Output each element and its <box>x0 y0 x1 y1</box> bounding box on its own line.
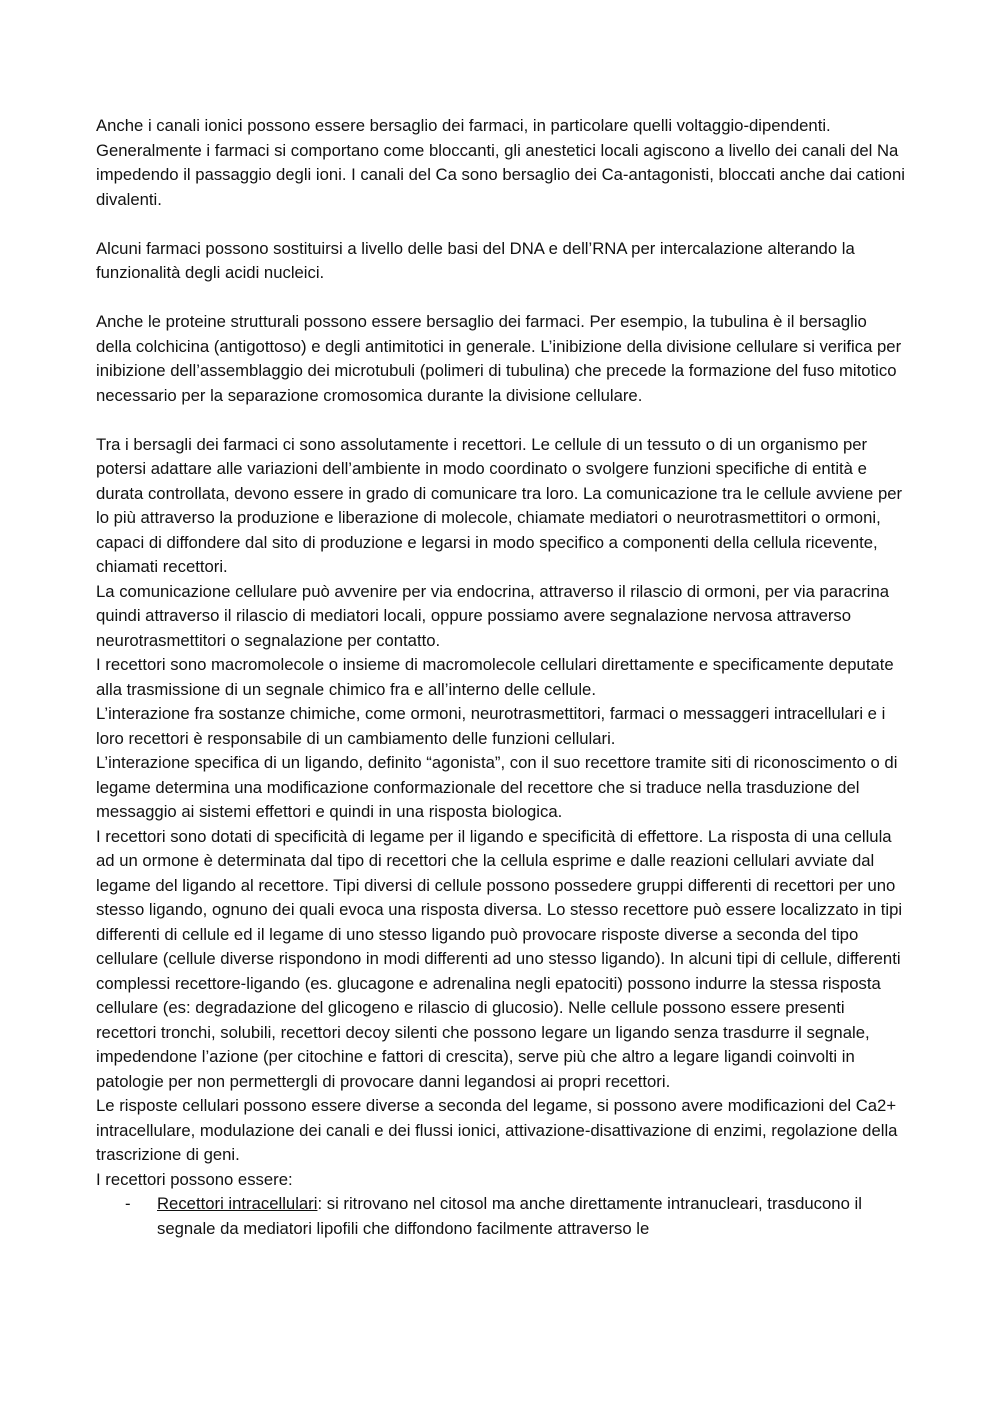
paragraph-agonist: L’interazione specifica di un ligando, definito “agonista”, con il suo recettore tramite siti di riconoscimento o di legame determina una modificazione conformazionale del recettore che si traduce nella trasduzione del messaggio ai sistemi effettori e quindi in una risposta biologica. <box>96 753 898 821</box>
list-item-text: : si ritrovano nel citosol ma anche direttamente intranucleari, trasducono il segnale da mediatori lipofili che diffondono facilmente attraverso le <box>157 1194 862 1238</box>
paragraph-cell-communication: La comunicazione cellulare può avvenire per via endocrina, attraverso il rilascio di ormoni, per via paracrina quindi attraverso il rilascio di mediatori locali, oppure possiamo avere segnalazione nervosa attraverso neurotrasmettitori o segnalazione per contatto. <box>96 581 890 650</box>
paragraph-interaction: L’interazione fra sostanze chimiche, come ormoni, neurotrasmettitori, farmaci o messaggeri intracellulari e i loro recettori è responsabile di un cambiamento delle funzioni cellulari. <box>96 704 886 748</box>
paragraph-receptor-types-intro: I recettori possono essere: <box>96 1169 293 1189</box>
list-item-term: Recettori intracellulari <box>157 1194 318 1213</box>
list-bullet: - <box>125 1194 131 1213</box>
paragraph-cellular-responses: Le risposte cellulari possono essere diverse a seconda del legame, si possono avere modificazioni del Ca2+ intracellulare, modulazione dei canali e dei flussi ionici, attivazione-disattivazione di enzimi, regolazione della trascrizione di geni. <box>96 1096 898 1164</box>
paragraph-spacer <box>96 286 906 311</box>
receptor-types-list <box>96 1192 906 1241</box>
paragraph-ion-channels: Anche i canali ionici possono essere bersaglio dei farmaci, in particolare quelli voltaggio-dipendenti. Generalmente i farmaci si comportano come bloccanti, gli anestetici locali agiscono a livello dei canali del Na impedendo il passaggio degli ioni. I canali del Ca sono bersaglio dei Ca-antagonisti, bloccati anche dai cationi divalenti. <box>96 116 905 209</box>
paragraph-nucleic-acids: Alcuni farmaci possono sostituirsi a livello delle basi del DNA e dell’RNA per intercalazione alterando la funzionalità degli acidi nucleici. <box>96 238 855 282</box>
paragraph-receptors-intro: Tra i bersagli dei farmaci ci sono assolutamente i recettori. Le cellule di un tessuto o di un organismo per potersi adattare alle variazioni dell’ambiente in modo coordinato o svolgere funzioni specifiche di entità e durata controllata, devono essere in grado di comunicare tra loro. La comunicazione tra le cellule avviene per lo più attraverso la produzione e liberazione di molecole, chiamate mediatori o neurotrasmettitori o ormoni, capaci di diffondere dal sito di produzione e legarsi in modo specifico a componenti della cellula ricevente, chiamati recettori. <box>96 434 903 576</box>
paragraph-specificity: I recettori sono dotati di specificità di legame per il ligando e specificità di effettore. La risposta di una cellula ad un ormone è determinata dal tipo di recettori che la cellula esprime e dalle reazioni cellulari avviate dal legame del ligando al recettore. Tipi diversi di cellule possono possedere gruppi differenti di recettori per uno stesso ligando, ognuno dei quali evoca una risposta diversa. Lo stesso recettore può essere localizzato in tipi differenti di cellule ed il legame di uno stesso ligando può provocare risposte diverse a seconda del tipo cellulare (cellule diverse rispondono in modi differenti ad uno stesso ligando). In alcuni tipi di cellule, differenti complessi recettore-ligando (es. glucagone e adrenalina negli epatociti) possono indurre la stessa risposta cellulare (es: degradazione del glicogeno e rilascio di glucosio). Nelle cellule possono essere presenti recettori tronchi, solubili, recettori decoy silenti che possono legare un ligando senza trasdurre il segnale, impedendone l’azione (per citochine e fattori di crescita), serve più che altro a legare ligandi coinvolti in patologie per non permettergli di provocare danni legandosi ai propri recettori. <box>96 826 903 1091</box>
document-page <box>96 114 906 1241</box>
list-item <box>96 1192 906 1241</box>
paragraph-spacer <box>96 212 906 237</box>
paragraph-spacer <box>96 408 906 433</box>
paragraph-receptor-definition: I recettori sono macromolecole o insieme di macromolecole cellulari direttamente e specificamente deputate alla trasmissione di un segnale chimico fra e all’interno delle cellule. <box>96 655 894 699</box>
paragraph-structural-proteins: Anche le proteine strutturali possono essere bersaglio dei farmaci. Per esempio, la tubulina è il bersaglio della colchicina (antigottoso) e degli antimitotici in generale. L’inibizione della divisione cellulare si verifica per inibizione dell’assemblaggio dei microtubuli (polimeri di tubulina) che precede la formazione del fuso mitotico necessario per la separazione cromosomica durante la divisione cellulare. <box>96 312 902 405</box>
